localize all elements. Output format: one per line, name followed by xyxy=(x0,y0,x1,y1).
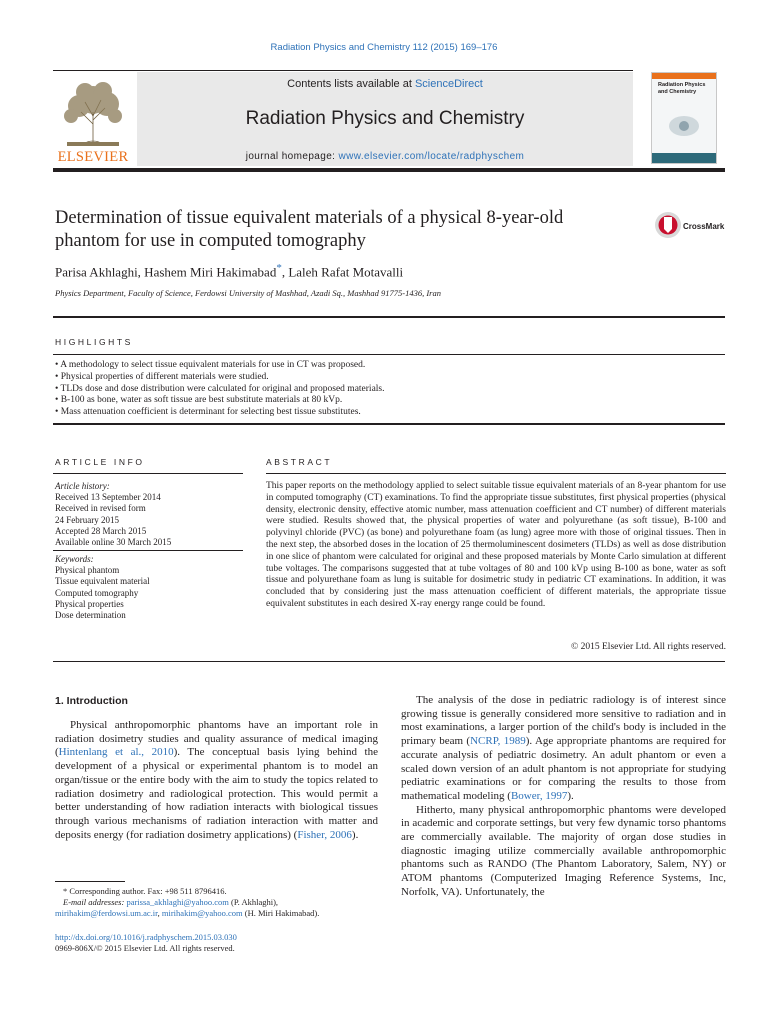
article-info-rule xyxy=(53,473,243,474)
masthead-top-rule xyxy=(53,70,633,71)
article-info-heading: ARTICLE INFO xyxy=(55,457,145,467)
paragraph-text: ). Age appropriate phantoms are required for accurate analysis of pediatric dosimetry. An adult phantom or even a scaled down version of an adult phantom is not appropriate for studying pediatric examinations or for comparing the results to those from mathematical modeling ( xyxy=(401,735,726,802)
paragraph-text: The analysis of the dose in pediatric radiology is of interest since growing tissue is generally considered more sensitive to radiation and in most examinations, a larger portion of the child's body is included in the primary beam ( xyxy=(401,694,726,748)
citation-link-hintenlang[interactable]: Hintenlang et al., 2010 xyxy=(58,746,174,759)
cover-top-band xyxy=(652,73,716,79)
journal-homepage-line xyxy=(137,151,633,162)
sciencedirect-link[interactable]: ScienceDirect xyxy=(414,78,483,90)
issn-copyright: 0969-806X/© 2015 Elsevier Ltd. All rights reserved. xyxy=(55,942,235,953)
journal-cover-thumbnail xyxy=(651,72,717,164)
body-right-column xyxy=(401,694,726,900)
email-owner: (P. Akhlaghi), xyxy=(228,896,279,907)
email-addresses-line-2 xyxy=(55,908,385,919)
history-entry: Received in revised form xyxy=(55,503,146,514)
author-list xyxy=(55,262,655,280)
publisher-wordmark: ELSEVIER xyxy=(57,149,129,165)
doi-block xyxy=(55,932,385,954)
contents-available-line xyxy=(137,78,633,90)
crossmark-icon[interactable] xyxy=(653,210,683,240)
doi-link[interactable]: http://dx.doi.org/10.1016/j.radphyschem.2015.03.030 xyxy=(55,932,237,942)
email-separator: , xyxy=(157,907,162,918)
history-entry: 24 February 2015 xyxy=(55,514,119,525)
highlight-text: A methodology to select tissue equivalent materials for use in CT was proposed. xyxy=(60,360,366,370)
highlight-item: • A methodology to select tissue equivalent materials for use in CT was proposed. xyxy=(55,360,366,370)
highlights-heading: HIGHLIGHTS xyxy=(55,337,133,347)
author-affiliation: Physics Department, Faculty of Science, Ferdowsi University of Mashhad, Azadi Sq., Mashhad 91775-1436, Iran xyxy=(55,288,441,298)
body-left-column xyxy=(55,719,378,842)
corresponding-author-note: * Corresponding author. Fax: +98 511 8796416. xyxy=(63,886,227,896)
citation-link-bower[interactable]: Bower, 1997 xyxy=(510,789,568,802)
highlight-item: • Physical properties of different materials were studied. xyxy=(55,371,269,382)
elsevier-logo xyxy=(53,72,133,164)
highlight-text: B-100 as bone, water as soft tissue are best substitute materials at 80 kVp. xyxy=(60,395,343,406)
paragraph-text: Physical anthropomorphic phantoms have an important role in radiation dosimetry studies and quality assurance of medical imaging ( xyxy=(55,719,378,759)
article-history xyxy=(55,481,245,548)
citation-link-fisher[interactable]: Fisher, 2006 xyxy=(297,828,352,841)
crossmark-label[interactable]: CrossMark xyxy=(683,222,725,231)
authors-part-1: Parisa Akhlaghi, Hashem Miri Hakimabad xyxy=(55,264,277,280)
keyword: Tissue equivalent material xyxy=(55,576,150,587)
history-entry: Received 13 September 2014 xyxy=(55,492,161,503)
abstract-rule xyxy=(266,473,726,474)
article-title-line-1: Determination of tissue equivalent materials of a physical 8-year-old xyxy=(55,208,564,228)
abstract-text: This paper reports on the methodology applied to select suitable tissue equivalent materials of an 8-year phantom for use in computed tomography (CT) examinations. To find the appropriate tissue substitutes, first physical properties (physical density, electronic density, effective atomic number, mass attenuation coefficient and CT number) of different materials were studied. Results showed that, the physical properties of water and polyurethane (as soft tissue), B-100 and polyvinyl chloride (PVC) (as bone) and polyurethane foam (as lung) agree more with those of original tissues. Then in the next step, the absorbed doses in the location of 25 thermoluminescent dosimeters (TLDs) as well as dose distribution in one slice of phantom were calculated for original and these proposed materials by Monte Carlo simulation at different tube voltages. The comparisons suggested that at tube voltages of 80 and 100 kVp using B-100 as bone, water as soft tissue and polyurethane foam as lung is suitable for dosimetric study in pediatric CT examinations. In addition, it was concluded that by considering just the mass attenuation coefficient of different materials, the appropriate tissue equivalent substitutes in each desired X-ray energy range could be found. xyxy=(266,481,726,609)
highlights-bottom-rule xyxy=(53,423,725,425)
paragraph-text: ). The conceptual basis lying behind the development of a physical or experimental phantom is to model an organ/tissue or the entire body with the aim to study the topics related to radiation dosimetry and radiological protection. This would permit a better understanding of how radiation interacts with biological tissues through various mechanisms of radiation interaction with matter and deposits energy (for radiation dosimetry applications) ( xyxy=(55,746,378,841)
keywords-block xyxy=(55,554,245,621)
homepage-prefix: journal homepage: xyxy=(245,151,339,162)
keyword: Computed tomography xyxy=(55,587,139,598)
email-label: E-mail addresses: xyxy=(63,896,127,907)
email-link-ferdowsi[interactable]: mirihakim@ferdowsi.um.ac.ir xyxy=(55,907,158,918)
highlights-list xyxy=(55,360,727,419)
article-title xyxy=(55,207,635,253)
abstract-heading: ABSTRACT xyxy=(266,457,333,467)
email-addresses-line xyxy=(55,897,385,908)
highlight-item: • TLDs dose and dose distribution were calculated for original and proposed materials. xyxy=(55,383,385,394)
journal-citation[interactable]: Radiation Physics and Chemistry 112 (2015) 169–176 xyxy=(270,42,498,53)
intro-paragraph-2 xyxy=(401,694,726,804)
paragraph-text: ). xyxy=(351,828,359,841)
citation-link-ncrp[interactable]: NCRP, 1989 xyxy=(470,735,526,748)
cover-graphic-icon xyxy=(666,113,702,139)
authors-part-2: , Laleh Rafat Motavalli xyxy=(281,264,404,280)
section-heading-introduction: 1. Introduction xyxy=(55,695,128,707)
highlight-text: Physical properties of different materials were studied. xyxy=(60,371,269,382)
keywords-rule xyxy=(53,550,243,551)
keyword: Dose determination xyxy=(55,610,126,621)
cover-bottom-band xyxy=(652,153,716,163)
front-matter-bottom-rule xyxy=(53,661,725,662)
history-entry: Available online 30 March 2015 xyxy=(55,537,172,548)
article-title-line-2: phantom for use in computed tomography xyxy=(55,231,366,251)
paragraph-text: ). xyxy=(567,789,574,802)
highlights-top-rule xyxy=(53,316,725,318)
abstract-copyright: © 2015 Elsevier Ltd. All rights reserved. xyxy=(571,642,726,652)
keyword: Physical phantom xyxy=(55,565,120,576)
intro-paragraph-1 xyxy=(55,719,378,842)
highlight-text: TLDs dose and dose distribution were calculated for original and proposed materials. xyxy=(60,383,385,394)
masthead-bottom-rule xyxy=(53,168,725,172)
intro-paragraph-3: Hitherto, many physical anthropomorphic phantoms were developed in academic and corporate settings, but very few dynamic torso phantoms are commercially available. The majority of organ dose studies in diagnostic imaging utilize commercially available anthropomorphic phantoms such as RANDO (The Phantom Laboratory, Salem, NY) or ATOM phantoms (Computerized Imaging Reference Systems, Inc, Norfolk, VA). Unfortunately, the xyxy=(401,803,726,898)
highlight-text: Mass attenuation coefficient is determinant for selecting best tissue substitutes. xyxy=(60,407,361,418)
keywords-label: Keywords: xyxy=(55,554,94,564)
contents-prefix: Contents lists available at xyxy=(287,78,415,90)
highlight-item: • B-100 as bone, water as soft tissue are best substitute materials at 80 kVp. xyxy=(55,395,343,406)
history-entry: Accepted 28 March 2015 xyxy=(55,525,147,536)
footnotes xyxy=(55,886,385,918)
email-link-akhlaghi[interactable]: parissa_akhlaghi@yahoo.com xyxy=(126,896,229,907)
highlights-heading-rule xyxy=(53,354,725,355)
keyword: Physical properties xyxy=(55,598,124,609)
article-history-label: Article history: xyxy=(55,481,110,491)
highlight-item: • Mass attenuation coefficient is determinant for selecting best tissue substitutes. xyxy=(55,407,361,418)
homepage-link[interactable]: www.elsevier.com/locate/radphyschem xyxy=(338,151,525,162)
footnote-rule xyxy=(55,881,125,882)
cover-title: Radiation Physics and Chemistry xyxy=(658,82,706,95)
email-link-mirihakim[interactable]: mirihakim@yahoo.com xyxy=(161,907,243,918)
email-owner: (H. Miri Hakimabad). xyxy=(242,907,320,918)
corresponding-author-mark[interactable]: * xyxy=(276,262,282,274)
journal-title: Radiation Physics and Chemistry xyxy=(245,108,525,129)
